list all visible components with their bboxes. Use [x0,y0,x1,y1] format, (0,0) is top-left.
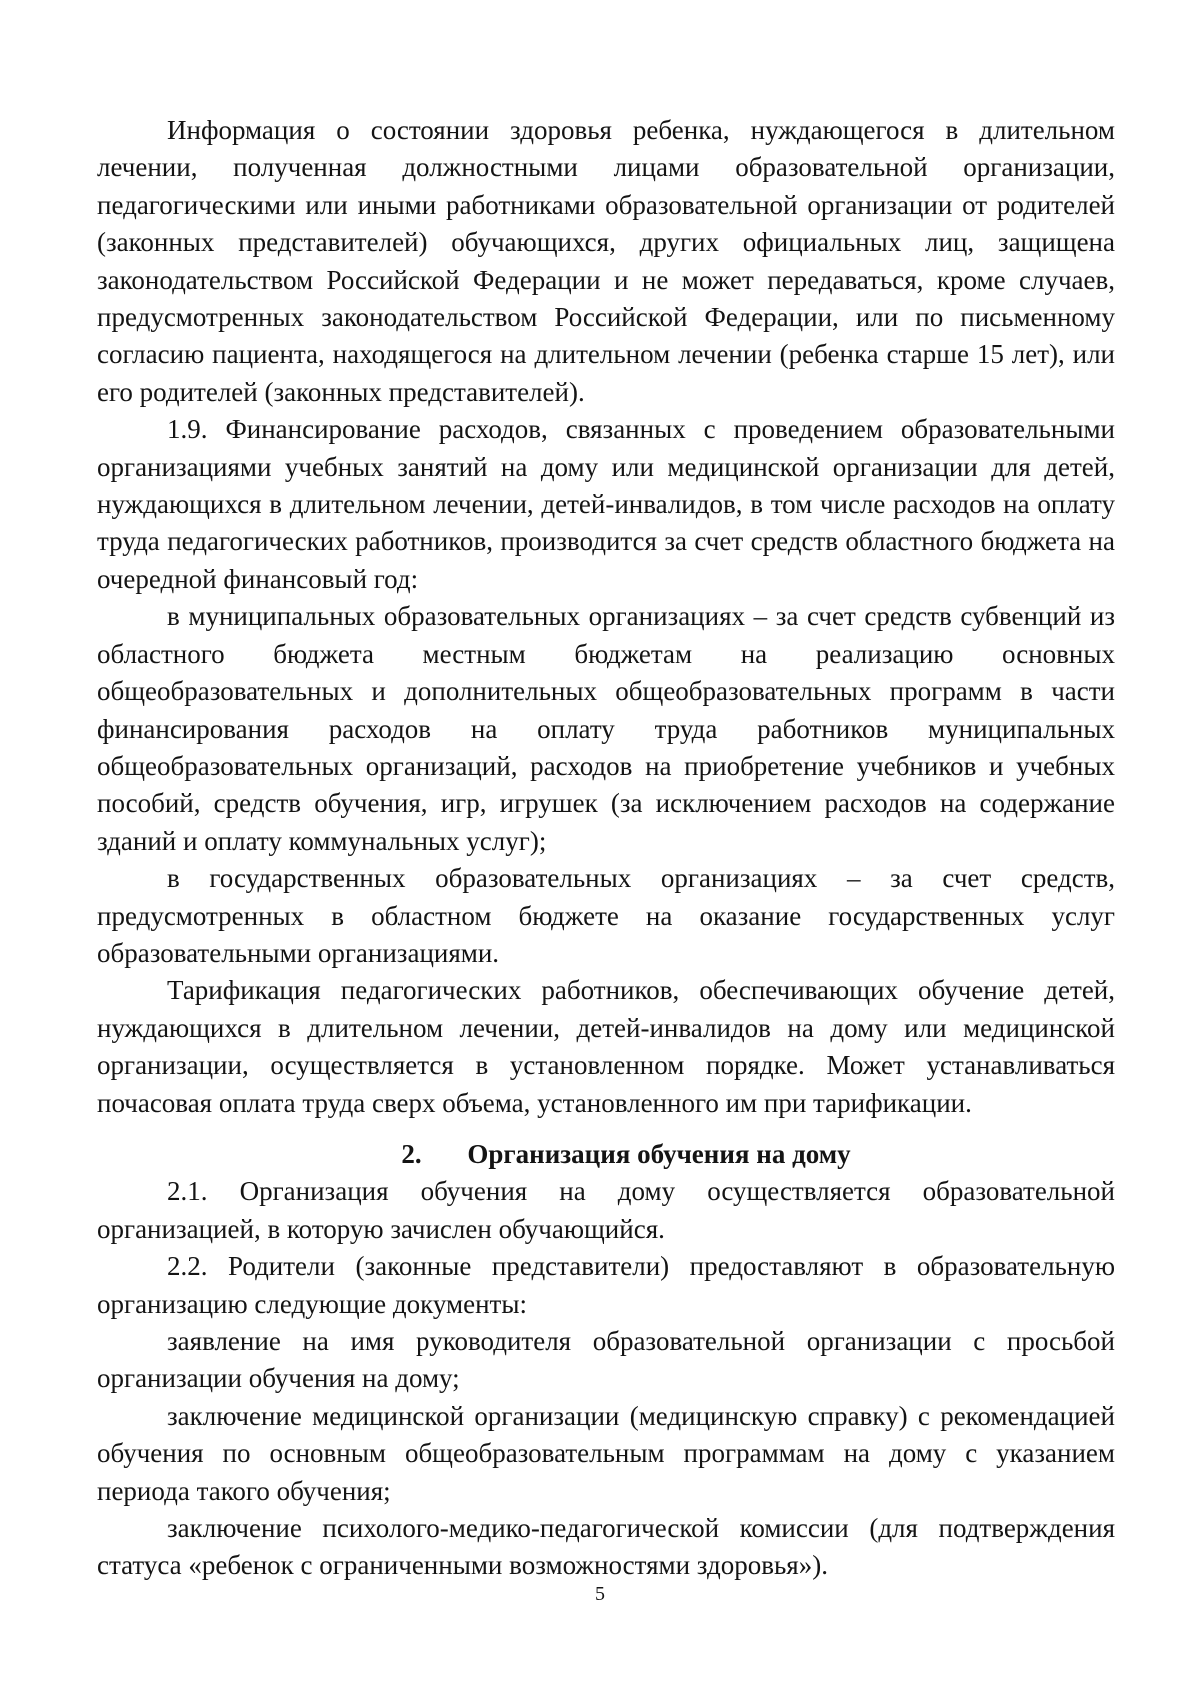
paragraph-medical-conclusion: заключение медицинской организации (медицинскую справку) с рекомендацией обучения по основным общеобразовательным программам на дому с указанием периода такого обучения; [97,1400,1115,1506]
paragraph-pmpk-conclusion: заключение психолого-медико-педагогической комиссии (для подтверждения статуса «ребенок с ограниченными возможностями здоровья»). [97,1513,1115,1581]
paragraph-municipal-organizations: в муниципальных образовательных организациях – за счет средств субвенций из областного бюджета местным бюджетам на реализацию основных общеобразовательных и дополнительных общеобразовательных программ в части финансирования расходов на оплату труда работников муниципальных общеобразовательных организаций, расходов на приобретение учебников и учебных пособий, средств обучения, игр, игрушек (за исключением расходов на содержание зданий и оплату коммунальных услуг); [97,601,1115,856]
section-heading [97,1136,1115,1173]
paragraph-2-2: 2.2. Родители (законные представители) предоставляют в образовательную организацию следующие документы: [97,1251,1115,1319]
paragraph-health-info: Информация о состоянии здоровья ребенка, нуждающегося в длительном лечении, полученная должностными лицами образовательной организации, педагогическими или иными работниками образовательной организации от родителей (законных представителей) обучающихся, других официальных лиц, защищена законодательством Российской Федерации и не может передаваться, кроме случаев, предусмотренных законодательством Российской Федерации, или по письменному согласию пациента, находящегося на длительном лечении (ребенка старше 15 лет), или его родителей (законных представителей). [97,115,1115,407]
section-number: 2. [401,1138,422,1169]
section-title: Организация обучения на дому [467,1138,851,1169]
paragraph-state-organizations: в государственных образовательных организациях – за счет средств, предусмотренных в областном бюджете на оказание государственных услуг образовательными организациями. [97,863,1115,968]
paragraph-1-9-financing: 1.9. Финансирование расходов, связанных с проведением образовательными организациями учебных занятий на дому или медицинской организации для детей, нуждающихся в длительном лечении, детей-инвалидов, в том числе расходов на оплату труда педагогических работников, производится за счет средств областного бюджета на очередной финансовый год: [97,414,1115,594]
paragraph-2-1: 2.1. Организация обучения на дому осуществляется образовательной организацией, в которую зачислен обучающийся. [97,1176,1115,1244]
paragraph-application: заявление на имя руководителя образовательной организации с просьбой организации обучения на дому; [97,1326,1115,1394]
paragraph-tariffication: Тарификация педагогических работников, обеспечивающих обучение детей, нуждающихся в длительном лечении, детей-инвалидов на дому или медицинской организации, осуществляется в установленном порядке. Может устанавливаться почасовая оплата труда сверх объема, установленного им при тарификации. [97,975,1115,1118]
page-number: 5 [595,1583,605,1605]
document-page [97,112,1115,1585]
